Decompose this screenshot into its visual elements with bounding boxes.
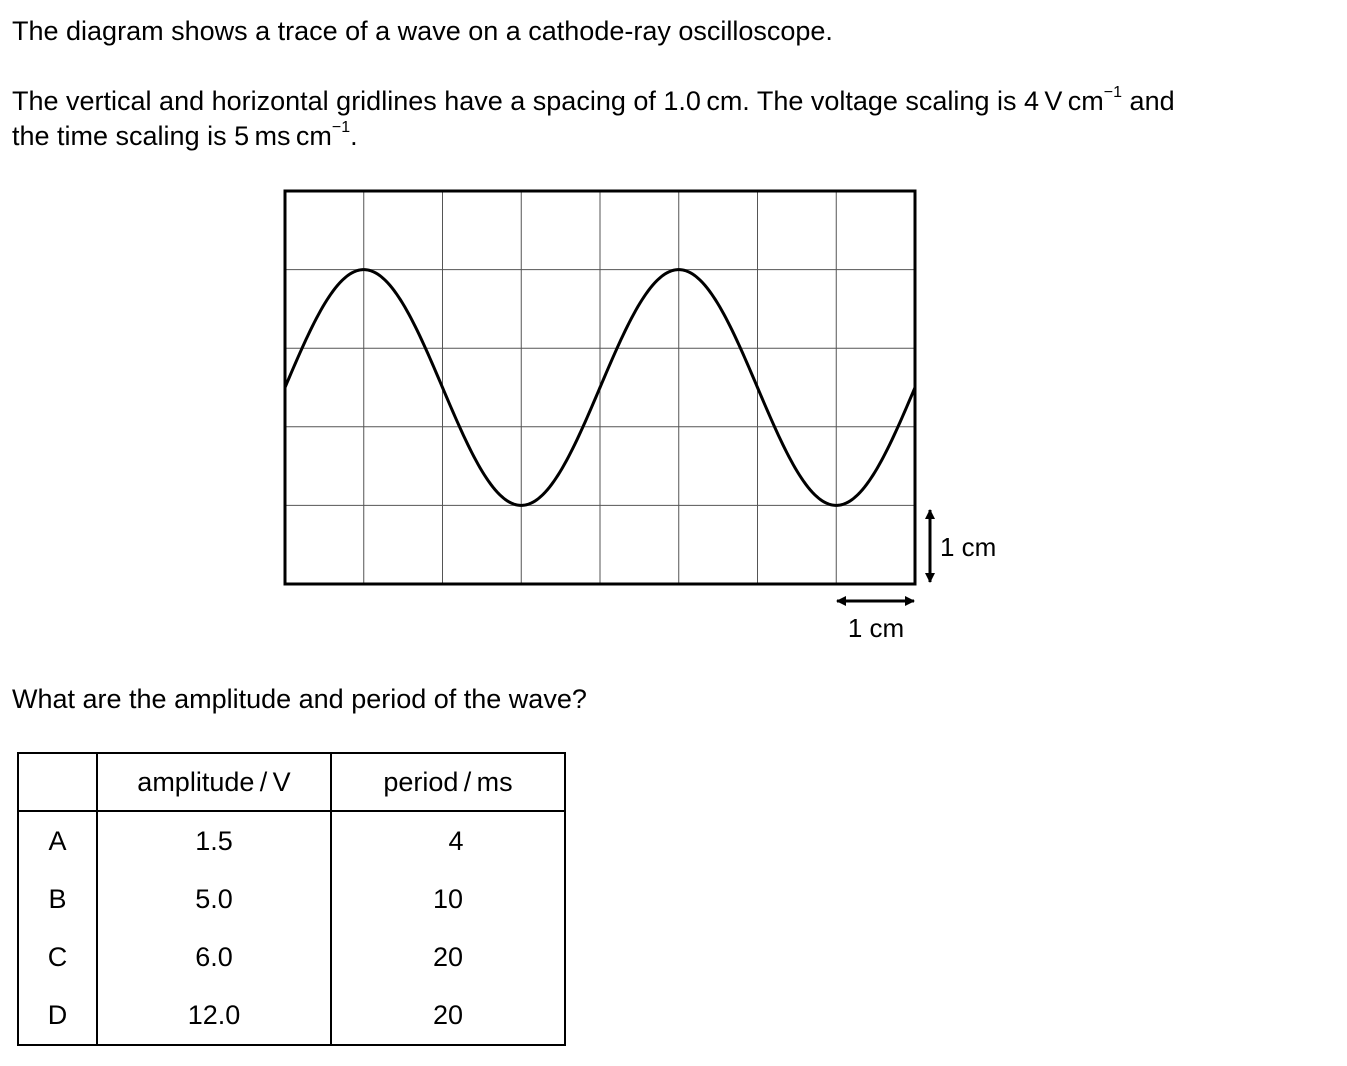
scaling-line-1-tail: and [1122, 86, 1175, 116]
option-amplitude: 1.5 [97, 811, 331, 870]
scaling-line-1-main: The vertical and horizontal gridlines have a spacing of 1.0 cm. The voltage scaling is 4 V cm [12, 86, 1104, 116]
answer-table [17, 752, 566, 1046]
table-header-row [18, 753, 565, 811]
option-period: 4 [331, 811, 565, 870]
horizontal-scale-label: 1 cm [847, 613, 905, 643]
option-letter: D [18, 986, 97, 1045]
scaling-line-2-tail: . [350, 121, 358, 151]
header-blank [18, 753, 97, 811]
superscript-minus-one: −1 [1103, 84, 1123, 101]
header-period: period / ms [331, 753, 565, 811]
table-row [18, 986, 565, 1045]
option-letter: A [18, 811, 97, 870]
scaling-line-2-main: the time scaling is 5 ms cm [12, 121, 332, 151]
table-row [18, 870, 565, 928]
table-row [18, 928, 565, 986]
option-period: 20 [331, 928, 565, 986]
option-amplitude: 12.0 [97, 986, 331, 1045]
option-period: 10 [331, 870, 565, 928]
question-prompt: What are the amplitude and period of the wave? [12, 684, 587, 714]
vertical-scale-label: 1 cm [940, 532, 997, 562]
option-period: 20 [331, 986, 565, 1045]
superscript-minus-one: −1 [331, 119, 351, 136]
option-amplitude: 5.0 [97, 870, 331, 928]
option-amplitude: 6.0 [97, 928, 331, 986]
option-letter: C [18, 928, 97, 986]
option-letter: B [18, 870, 97, 928]
header-amplitude: amplitude / V [97, 753, 331, 811]
question-intro: The diagram shows a trace of a wave on a cathode-ray oscilloscope. [12, 16, 833, 46]
table-row [18, 811, 565, 870]
